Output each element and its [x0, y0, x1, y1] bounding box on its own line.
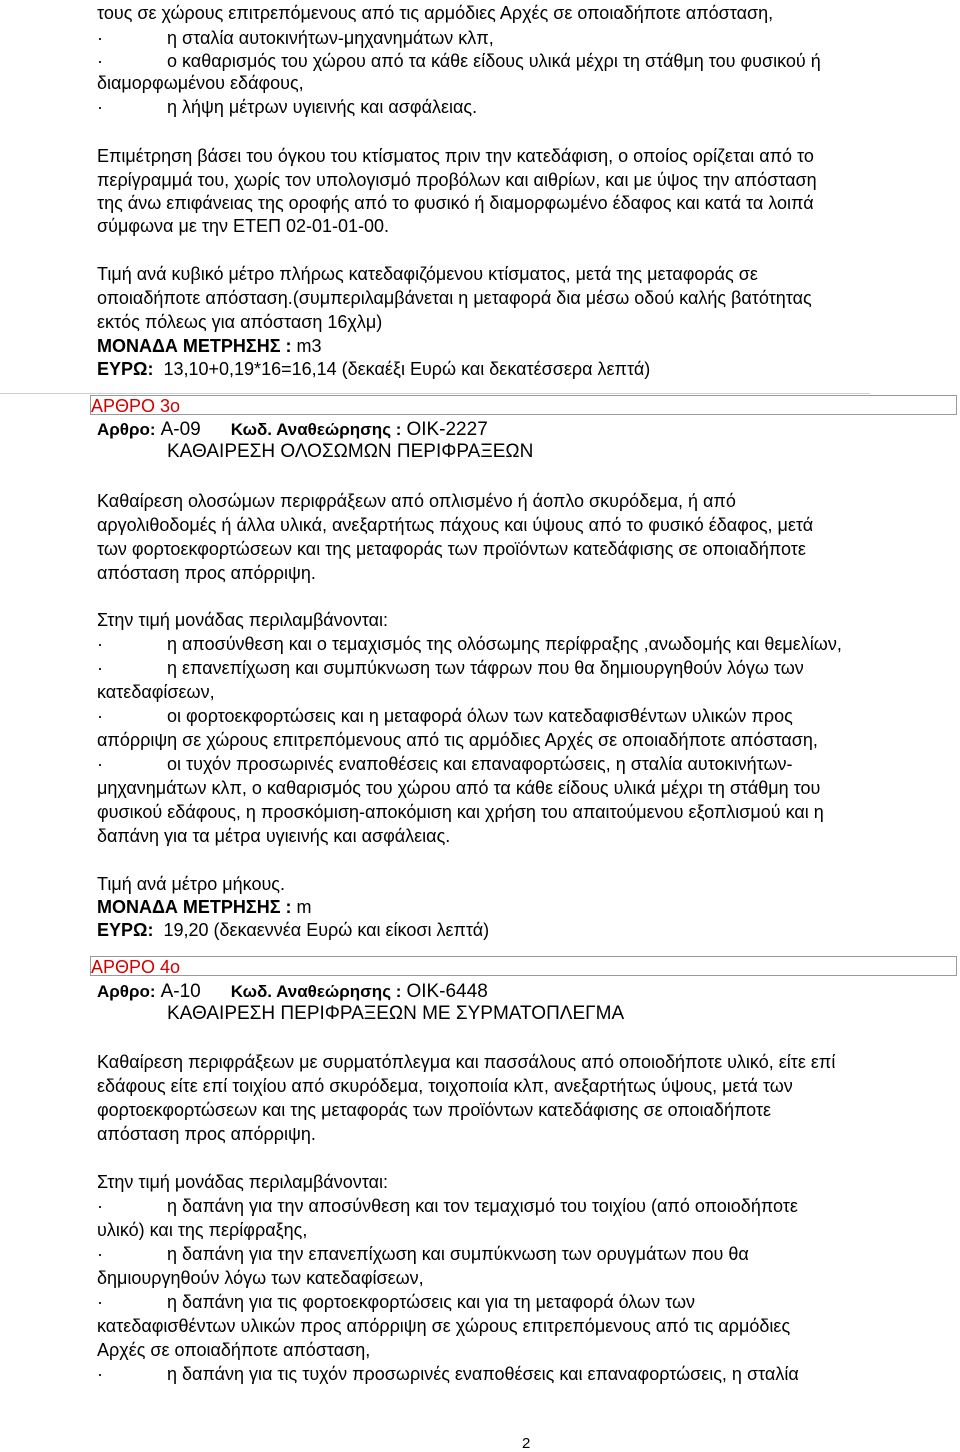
description-line: αργολιθοδομές ή άλλα υλικά, ανεξαρτήτως πάχους και ύψους από το φυσικό έδαφος, μετά [97, 515, 814, 535]
euro-label: ΕΥΡΩ: [97, 359, 154, 379]
arthro-label: Αρθρο: [97, 420, 156, 439]
page-number: 2 [522, 1435, 531, 1452]
measurement-line: σύμφωνα με την ΕΤΕΠ 02-01-01-00. [97, 216, 390, 236]
text-line: κατεδαφίσεων, [97, 682, 215, 702]
text-line: απόρριψη σε χώρους επιτρεπόμενους από τις αρμόδιες Αρχές σε οποιαδήποτε απόσταση, [97, 730, 818, 750]
article-name: ΚΑΘΑΙΡΕΣΗ ΟΛΟΣΩΜΩΝ ΠΕΡΙΦΡΑΞΕΩΝ [167, 441, 534, 462]
includes-heading: Στην τιμή μονάδας περιλαμβάνονται: [97, 610, 388, 630]
article-title: ΑΡΘΡΟ 4ο [91, 957, 181, 977]
arthro-value: Α-09 [160, 419, 201, 440]
text-line: φυσικού εδάφους, η προσκόμιση-αποκόμιση και χρήση του απαιτούμενου εξοπλισμού και η [97, 802, 824, 822]
article-code-line [97, 980, 488, 1003]
measurement-line: Επιμέτρηση βάσει του όγκου του κτίσματος πριν την κατεδάφιση, ο οποίος ορίζεται από το [97, 146, 814, 166]
description-line: φορτοεκφορτώσεων και της μεταφοράς των προϊόντων κατεδάφισης σε οποιαδήποτε [97, 1100, 772, 1120]
bullet-line [97, 753, 793, 775]
price-line: Τιμή ανά μέτρο μήκους. [97, 874, 285, 894]
article-name: ΚΑΘΑΙΡΕΣΗ ΠΕΡΙΦΡΑΞΕΩΝ ΜΕ ΣΥΡΜΑΤΟΠΛΕΓΜΑ [167, 1003, 625, 1024]
unit-line [97, 896, 312, 918]
price-line: Τιμή ανά κυβικό μέτρο πλήρως κατεδαφιζόμενου κτίσματος, μετά της μεταφοράς σε [97, 264, 758, 284]
bullet-line [97, 1243, 749, 1265]
text-line: διαμορφωμένου εδάφους, [97, 73, 304, 93]
euro-value: 19,20 (δεκαεννέα Ευρώ και είκοσι λεπτά) [163, 920, 490, 940]
description-line: απόσταση προς απόρριψη. [97, 563, 316, 583]
includes-heading: Στην τιμή μονάδας περιλαμβάνονται: [97, 1172, 388, 1192]
bullet-text: ο καθαρισμός του χώρου από τα κάθε είδους υλικά μέχρι τη στάθμη του φυσικού ή [167, 51, 821, 71]
bullet-mark: · [97, 51, 103, 71]
bullet-line [97, 657, 804, 679]
code-value: ΟΙΚ-2227 [406, 419, 488, 440]
unit-label: ΜΟΝΑΔΑ ΜΕΤΡΗΣΗΣ : [97, 897, 292, 917]
bullet-line [97, 27, 494, 49]
unit-value: m3 [296, 336, 322, 356]
arthro-value: Α-10 [160, 981, 201, 1002]
description-line: Καθαίρεση περιφράξεων με συρματόπλεγμα και πασσάλους από οποιοδήποτε υλικό, είτε επί [97, 1052, 836, 1072]
bullet-text: η δαπάνη για τις τυχόν προσωρινές εναποθέσεις και επαναφορτώσεις, η σταλία [167, 1364, 799, 1384]
bullet-mark: · [97, 706, 103, 726]
description-line: εδάφους είτε επί τοιχίου από σκυρόδεμα, τοιχοποιία κλπ, ανεξαρτήτως ύψους, μετά των [97, 1076, 793, 1096]
bullet-mark: · [97, 28, 103, 48]
measurement-line: της άνω επιφάνειας της οροφής από το φυσικό ή διαμορφωμένο έδαφος και κατά τα λοιπά [97, 193, 814, 213]
bullet-text: η επανεπίχωση και συμπύκνωση των τάφρων που θα δημιουργηθούν λόγω των [167, 658, 804, 678]
bullet-line [97, 1291, 695, 1313]
euro-value: 13,10+0,19*16=16,14 (δεκαέξι Ευρώ και δεκατέσσερα λεπτά) [163, 359, 651, 379]
bullet-text: η δαπάνη για την αποσύνθεση και τον τεμαχισμό του τοιχίου (από οποιοδήποτε [167, 1196, 798, 1216]
unit-line [97, 335, 322, 357]
article-code-line [97, 418, 488, 441]
text-line: δαπάνη για τα μέτρα υγιεινής και ασφάλειας. [97, 826, 451, 846]
euro-label: ΕΥΡΩ: [97, 920, 154, 940]
code-value: ΟΙΚ-6448 [406, 981, 488, 1002]
bullet-line [97, 633, 842, 655]
text-line: μηχανημάτων κλπ, ο καθαρισμός του χώρου από τα κάθε είδους υλικά μέχρι τη στάθμη του [97, 778, 821, 798]
bullet-mark: · [97, 634, 103, 654]
bullet-text: η αποσύνθεση και ο τεμαχισμός της ολόσωμης περίφραξης ,ανωδομής και θεμελίων, [167, 634, 842, 654]
arthro-label: Αρθρο: [97, 982, 156, 1001]
measurement-line: περίγραμμά του, χωρίς τον υπολογισμό προβόλων και αιθρίων, και με ύψος την απόσταση [97, 170, 817, 190]
code-label: Κωδ. Αναθεώρησης : [230, 982, 402, 1001]
text-line: τους σε χώρους επιτρεπόμενους από τις αρμόδιες Αρχές σε οποιαδήποτε απόσταση, [97, 3, 774, 23]
description-line: απόσταση προς απόρριψη. [97, 1124, 316, 1144]
unit-value: m [296, 897, 312, 917]
article-header-bar [90, 956, 957, 976]
price-line: οποιαδήποτε απόσταση.(συμπεριλαμβάνεται η μεταφορά δια μέσω οδού καλής βατότητας [97, 288, 812, 308]
text-line: Αρχές σε οποιαδήποτε απόσταση, [97, 1340, 371, 1360]
article-header-bar [90, 395, 957, 415]
bullet-mark: · [97, 97, 103, 117]
bullet-line [97, 705, 793, 727]
bullet-line [97, 1195, 798, 1217]
bullet-text: η λήψη μέτρων υγιεινής και ασφάλειας. [167, 97, 478, 117]
bullet-mark: · [97, 754, 103, 774]
bullet-mark: · [97, 1292, 103, 1312]
description-line: Καθαίρεση ολοσώμων περιφράξεων από οπλισμένο ή άοπλο σκυρόδεμα, ή από [97, 491, 736, 511]
bullet-text: οι φορτοεκφορτώσεις και η μεταφορά όλων των κατεδαφισθέντων υλικών προς [167, 706, 793, 726]
bullet-mark: · [97, 1244, 103, 1264]
bullet-mark: · [97, 1196, 103, 1216]
text-line: δημιουργηθούν λόγω των κατεδαφίσεων, [97, 1268, 424, 1288]
bullet-line [97, 96, 477, 118]
bullet-line [97, 1363, 799, 1385]
text-line: κατεδαφισθέντων υλικών προς απόρριψη σε χώρους επιτρεπόμενους από τις αρμόδιες [97, 1316, 791, 1336]
description-line: των φορτοεκφορτώσεων και της μεταφοράς των προϊόντων κατεδάφισης σε οποιαδήποτε [97, 539, 806, 559]
separator-line [0, 393, 870, 394]
bullet-text: η δαπάνη για την επανεπίχωση και συμπύκνωση των ορυγμάτων που θα [167, 1244, 749, 1264]
text-line: υλικό) και της περίφραξης, [97, 1220, 308, 1240]
bullet-mark: · [97, 1364, 103, 1384]
euro-line [97, 358, 650, 380]
price-line: εκτός πόλεως για απόσταση 16χλμ) [97, 312, 383, 332]
code-label: Κωδ. Αναθεώρησης : [230, 420, 402, 439]
bullet-text: η σταλία αυτοκινήτων-μηχανημάτων κλπ, [167, 28, 494, 48]
bullet-line [97, 50, 821, 72]
bullet-text: οι τυχόν προσωρινές εναποθέσεις και επαναφορτώσεις, η σταλία αυτοκινήτων- [167, 754, 793, 774]
bullet-mark: · [97, 658, 103, 678]
unit-label: ΜΟΝΑΔΑ ΜΕΤΡΗΣΗΣ : [97, 336, 292, 356]
article-title: ΑΡΘΡΟ 3ο [91, 396, 181, 416]
bullet-text: η δαπάνη για τις φορτοεκφορτώσεις και για τη μεταφορά όλων των [167, 1292, 695, 1312]
euro-line [97, 919, 489, 941]
